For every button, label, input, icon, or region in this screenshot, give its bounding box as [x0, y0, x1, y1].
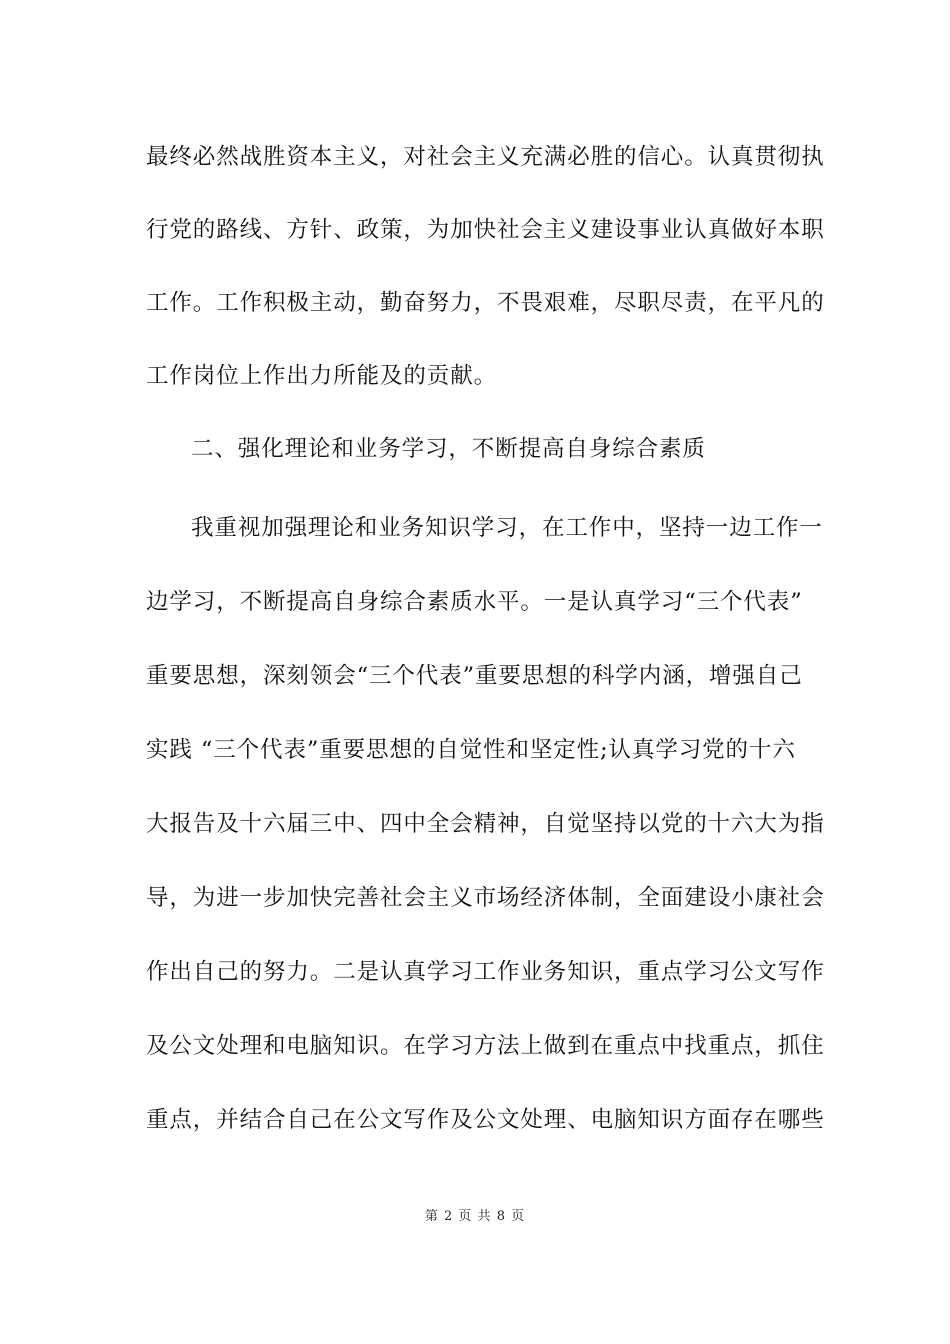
paragraph-start-line: 我重视加强理论和业务知识学习，在工作中，坚持一边工作一 [191, 515, 823, 541]
body-text-line: 重要思想，深刻领会“三个代表”重要思想的科学内涵，增强自己 [146, 663, 803, 689]
body-text-line: 工作岗位上作出力所能及的贡献。 [146, 363, 498, 389]
body-text-line: 大报告及十六届三中、四中全会精神，自觉坚持以党的十六大为指 [146, 811, 825, 837]
page-number-footer: 第 2 页 共 8 页 [424, 1209, 526, 1224]
body-text-line: 工作。工作积极主动，勤奋努力，不畏艰难，尽职尽责，在平凡的 [146, 290, 825, 316]
body-text-line: 行党的路线、方针、政策，为加快社会主义建设事业认真做好本职 [146, 217, 825, 243]
body-text-line: 及公文处理和电脑知识。在学习方法上做到在重点中找重点，抓住 [146, 1033, 825, 1059]
body-text-line: 边学习，不断提高自身综合素质水平。一是认真学习“三个代表” [146, 589, 803, 615]
body-text-line: 作出自己的努力。二是认真学习工作业务知识，重点学习公文写作 [146, 959, 825, 985]
body-text-line: 导，为进一步加快完善社会主义市场经济体制，全面建设小康社会 [146, 885, 825, 911]
section-heading: 二、强化理论和业务学习，不断提高自身综合素质 [191, 436, 706, 462]
body-text-line: 最终必然战胜资本主义，对社会主义充满必胜的信心。认真贯彻执 [146, 144, 825, 170]
body-text-line: 重点，并结合自己在公文写作及公文处理、电脑知识方面存在哪些 [146, 1107, 825, 1133]
body-text-line: 实践 “三个代表”重要思想的自觉性和坚定性;认真学习党的十六 [146, 737, 796, 763]
